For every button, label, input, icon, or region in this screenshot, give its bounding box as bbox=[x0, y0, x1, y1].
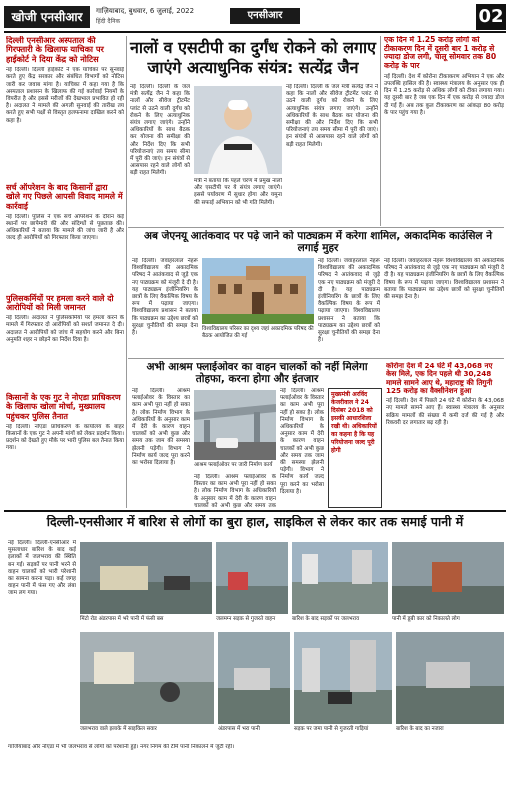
lead-body-continued: मंत्री ने बताया कि पहले चरण में प्रमुख नालों और एसटीपी पर ये संयंत्र लगाए जाएंगे। इससे पर्यावरण में सुधार होगा और यमुना की सफाई अभियान को भी गति मिलेगी। bbox=[194, 178, 282, 206]
masthead-rule bbox=[4, 31, 506, 33]
rain-photo-6 bbox=[218, 632, 290, 724]
jnu-headline: अब जेएनयू आतंकवाद पर पढ़े जाने को पाठ्यक्रम में करेगा शामिल, अकादमिक काउंसिल ने लगाई मुहर bbox=[143, 230, 493, 255]
jnu-body-column: नई दिल्ली। जवाहरलाल नेहरू विश्वविद्यालय की अकादमिक परिषद ने आतंकवाद से जुड़े एक नए पाठ्यक्रम को मंजूरी दे दी है। यह पाठ्यक्रम इंजीनियरिंग के छात्रों के लिए वैकल्पिक विषय के रूप में पढ़ाया जाएगा। विश्वविद्यालय प्रशासन ने बताया कि पाठ्यक्रम का उद्देश्य छात्रों को सुरक्षा चुनौतियों की समझ देना है। bbox=[384, 258, 504, 301]
photo-caption: आश्रम फ्लाईओवर पर जारी निर्माण कार्य bbox=[194, 462, 273, 468]
story-headline: किसानों के एक गुट ने नोएडा प्राधिकरण के खिलाफ खोला मोर्चा, मुख्यालय पहुंचकर पुलिस तैनात bbox=[6, 393, 121, 421]
photo-caption: पानी में डूबी कार को निकालते लोग bbox=[392, 616, 460, 622]
photo-caption: बारिश के बाद सड़कों पर जलभराव bbox=[292, 616, 360, 622]
rain-photo-4 bbox=[392, 542, 504, 614]
rain-photo-2 bbox=[216, 542, 288, 614]
photo-caption: बारिश के बाद का नजारा bbox=[396, 726, 444, 732]
flyover-headline: अभी आश्रम फ्लाईओवर का वाहन चालकों को नहीं मिलेगा तोहफा, करना होगा और इंतजार bbox=[146, 361, 368, 386]
story-body: नई दिल्ली। देश में कोरोना टीकाकरण अभियान ने एक और उपलब्धि हासिल की है। स्वास्थ्य मंत्रालय के अनुसार एक ही दिन में 1.25 करोड़ से अधिक लोगों को टीका लगाया गया। यह दूसरी बार है जब एक दिन में एक करोड़ से ज्यादा डोज दी गई हैं। अब तक कुल टीकाकरण का आंकड़ा 80 करोड़ के पार पहुंच गया है। bbox=[384, 73, 504, 116]
story-headline: एक दिन में 1.25 करोड़ लोगों को टीकाकरण दिन में दूसरी बार 1 करोड़ से ज्यादा डोज लगी, चालू सोमवार तक 80 करोड़ के पार bbox=[384, 36, 497, 71]
story-body: नई दिल्ली। अदालत ने पुलिसकर्मियों पर हमला करने के मामले में गिरफ्तार दो आरोपियों को सशर्त जमानत दे दी। अदालत ने आरोपियों को जांच में सहयोग करने और बिना अनुमति शहर न छोड़ने का निर्देश दिया है। bbox=[6, 315, 124, 343]
story-headline: पुलिसकर्मियों पर हमला करने वाले दो आरोपियों को मिली जमानत bbox=[6, 293, 114, 313]
jnu-body: नई दिल्ली। जवाहरलाल नेहरू विश्वविद्यालय की अकादमिक परिषद ने आतंकवाद से जुड़े एक नए पाठ्यक्रम को मंजूरी दे दी है। यह पाठ्यक्रम इंजीनियरिंग के छात्रों के लिए वैकल्पिक विषय के रूप में पढ़ाया जाएगा। विश्वविद्यालय प्रशासन ने बताया कि पाठ्यक्रम का उद्देश्य छात्रों को सुरक्षा चुनौतियों की समझ देना है। bbox=[132, 258, 198, 337]
left-column bbox=[6, 36, 124, 508]
story-body: नई दिल्ली। नोएडा प्राधिकरण के कार्यालय के बाहर किसानों के एक गुट ने अपनी मांगों को लेकर प्रदर्शन किया। प्रदर्शन को देखते हुए मौके पर भारी पुलिस बल तैनात किया गया। bbox=[6, 423, 124, 452]
story-body: नई दिल्ली। देश में पिछले 24 घंटे में कोरोना के 43,068 नए मामले सामने आए हैं। स्वास्थ्य मंत्रालय के अनुसार सक्रिय मामलों की संख्या में कमी दर्ज की गई है और रिकवरी दर लगातार बढ़ रही है। bbox=[386, 398, 504, 426]
flyover-photo bbox=[194, 390, 276, 460]
section-divider bbox=[128, 358, 504, 359]
section-label: एनसीआर bbox=[230, 8, 300, 24]
column-divider bbox=[380, 36, 381, 226]
university-photo bbox=[202, 258, 314, 324]
masthead bbox=[4, 4, 506, 32]
flyover-body-column: नई दिल्ली। आश्रम फ्लाईओवर के विस्तार का काम अभी पूरा नहीं हो सका है। लोक निर्माण विभाग के अधिकारियों के अनुसार काम में देरी के कारण वाहन चालकों को अभी कुछ और समय तक जाम की समस्या झेलनी पड़ेगी। विभाग ने निर्माण कार्य जल्द पूरा करने का भरोसा दिलाया है। bbox=[280, 388, 324, 495]
rain-headline: दिल्ली-एनसीआर में बारिश से लोगों का बुरा हाल, साइकिल से लेकर कार तक समाई पानी में bbox=[46, 515, 464, 529]
page-number: 02 bbox=[476, 4, 506, 30]
story-headline: दिल्ली एनसीआर अस्पताल की गिरफ्तारी के खिलाफ याचिका पर हाईकोर्ट ने दिया केंद्र को नोटिस bbox=[6, 36, 104, 64]
lead-headline: नालों व एसटीपी का दुर्गंध रोकने को लगाए जाएंगे अत्याधुनिक संयंत्र: सत्येंद्र जैन bbox=[130, 38, 376, 77]
bottom-section-rule bbox=[4, 510, 506, 512]
story-headline: कोरोना देश में 24 घंटे में 43,068 नए केस मिले, एक दिन पहले थी 30,248 मामले सामने आए थे, महाराष्ट्र की तिगुनी 125 करोड़ का वैक्सीनेशन हुआ bbox=[386, 362, 493, 395]
date-line: गाज़ियाबाद, बुधवार, 6 जुलाई, 2022 bbox=[96, 7, 195, 15]
rain-body: नई दिल्ली। दिल्ली-एनसीआर में मूसलाधार बारिश के बाद कई इलाकों में जलभराव की स्थिति बन गई। सड़कों पर पानी भरने से वाहन चालकों को भारी परेशानी का सामना करना पड़ा। कई जगह वाहन पानी में फंस गए और लंबा जाम लग गया। bbox=[8, 540, 76, 597]
photo-caption: जलमग्न सड़क से गुजरते वाहन bbox=[216, 616, 276, 622]
rain-body-continued: गाजियाबाद और नोएडा में भी जलभराव से लोगों को परेशानी हुई। नगर निगम की टीमें पानी निकालने में जुटी रहीं। bbox=[8, 744, 235, 750]
jnu-body-column: नई दिल्ली। जवाहरलाल नेहरू विश्वविद्यालय की अकादमिक परिषद ने आतंकवाद से जुड़े एक नए पाठ्यक्रम को मंजूरी दे दी है। यह पाठ्यक्रम इंजीनियरिंग के छात्रों के लिए वैकल्पिक विषय के रूप में पढ़ाया जाएगा। विश्वविद्यालय प्रशासन ने बताया कि पाठ्यक्रम का उद्देश्य छात्रों को सुरक्षा चुनौतियों की समझ देना है। bbox=[318, 258, 380, 344]
minister-photo bbox=[194, 86, 282, 174]
story-body: नई दिल्ली। पुलिस ने एक सर्च ऑपरेशन के दौरान कई स्थानों पर छापेमारी की और संदिग्धों से पूछताछ की। अधिकारियों ने बताया कि मामले की जांच जारी है और जल्द ही आरोपियों को गिरफ्तार किया जाएगा। bbox=[6, 213, 124, 242]
photo-caption: सड़क पर जमा पानी से गुजरती गाड़ियां bbox=[294, 726, 369, 732]
rain-photo-5 bbox=[80, 632, 214, 724]
rain-photo-1 bbox=[80, 542, 212, 614]
section-divider bbox=[128, 227, 504, 228]
photo-caption: मिंटो रोड अंडरपास में भरे पानी में फंसी बस bbox=[80, 616, 164, 622]
flyover-body: नई दिल्ली। आश्रम फ्लाईओवर के विस्तार का काम अभी पूरा नहीं हो सका है। लोक निर्माण विभाग के अधिकारियों के अनुसार काम में देरी के कारण वाहन चालकों को अभी कुछ और समय तक जाम की समस्या झेलनी पड़ेगी। विभाग ने निर्माण कार्य जल्द पूरा करने का भरोसा दिलाया है। bbox=[132, 388, 190, 467]
right-column bbox=[384, 36, 504, 224]
newspaper-logo: खोजी एनसीआर bbox=[4, 6, 90, 28]
photo-caption: अंडरपास में भरा पानी bbox=[218, 726, 260, 732]
flyover-highlight-box bbox=[328, 388, 382, 508]
highlight-text: मुख्यमंत्री अरविंद केजरीवाल ने 24 दिसंबर 2018 को इसकी आधारशिला रखी थी। अधिकारियों का कहना है कि यह परियोजना जल्द पूरी होगी bbox=[331, 391, 377, 454]
column-divider bbox=[126, 36, 127, 508]
tagline: हिंदी दैनिक bbox=[96, 18, 121, 25]
rain-photo-7 bbox=[294, 632, 392, 724]
covid-box bbox=[386, 362, 504, 508]
story-headline: सर्च ऑपरेशन के बाद किसानों द्वारा खोले गए पिछले आपसी विवाद मामले में कार्रवाई bbox=[6, 183, 123, 211]
story-body: नई दिल्ली। दिल्ली हाईकोर्ट ने एक याचिका पर सुनवाई करते हुए केंद्र सरकार और संबंधित विभागों को नोटिस जारी कर जवाब मांगा है। याचिका में कहा गया है कि अस्पताल प्रशासन के खिलाफ की गई कार्रवाई नियमों के विपरीत है और इससे मरीजों की देखभाल प्रभावित हो रही है। अदालत ने मामले की अगली सुनवाई की तारीख तय करते हुए सभी पक्षों से विस्तृत हलफनामा दाखिल करने को कहा है। bbox=[6, 67, 124, 124]
rain-photo-3 bbox=[292, 542, 388, 614]
rain-photo-8 bbox=[396, 632, 504, 724]
photo-caption: जलभराव वाले इलाके में साइकिल सवार bbox=[80, 726, 157, 732]
photo-caption: विश्वविद्यालय परिसर का दृश्य जहां अकादमिक परिषद की बैठक आयोजित की गई bbox=[202, 326, 314, 339]
lead-body: नई दिल्ली। दिल्ली के जल मंत्री सत्येंद्र जैन ने कहा कि नालों और सीवेज ट्रीटमेंट प्लांट से उठने वाली दुर्गंध को रोकने के लिए अत्याधुनिक संयंत्र लगाए जाएंगे। उन्होंने अधिकारियों के साथ बैठक कर योजना की समीक्षा की और निर्देश दिए कि सभी परियोजनाएं तय समय सीमा में पूरी की जाएं। इन संयंत्रों से आसपास रहने वाले लोगों को बड़ी राहत मिलेगी। bbox=[130, 84, 190, 177]
lead-body-column: नई दिल्ली। दिल्ली के जल मंत्री सत्येंद्र जैन ने कहा कि नालों और सीवेज ट्रीटमेंट प्लांट से उठने वाली दुर्गंध को रोकने के लिए अत्याधुनिक संयंत्र लगाए जाएंगे। उन्होंने अधिकारियों के साथ बैठक कर योजना की समीक्षा की और निर्देश दिए कि सभी परियोजनाएं तय समय सीमा में पूरी की जाएं। इन संयंत्रों से आसपास रहने वाले लोगों को बड़ी राहत मिलेगी। bbox=[286, 84, 378, 148]
flyover-body-continued: नई दिल्ली। आश्रम फ्लाईओवर के विस्तार का काम अभी पूरा नहीं हो सका है। लोक निर्माण विभाग के अधिकारियों के अनुसार काम में देरी के कारण वाहन चालकों को अभी कुछ और समय तक bbox=[194, 474, 276, 508]
